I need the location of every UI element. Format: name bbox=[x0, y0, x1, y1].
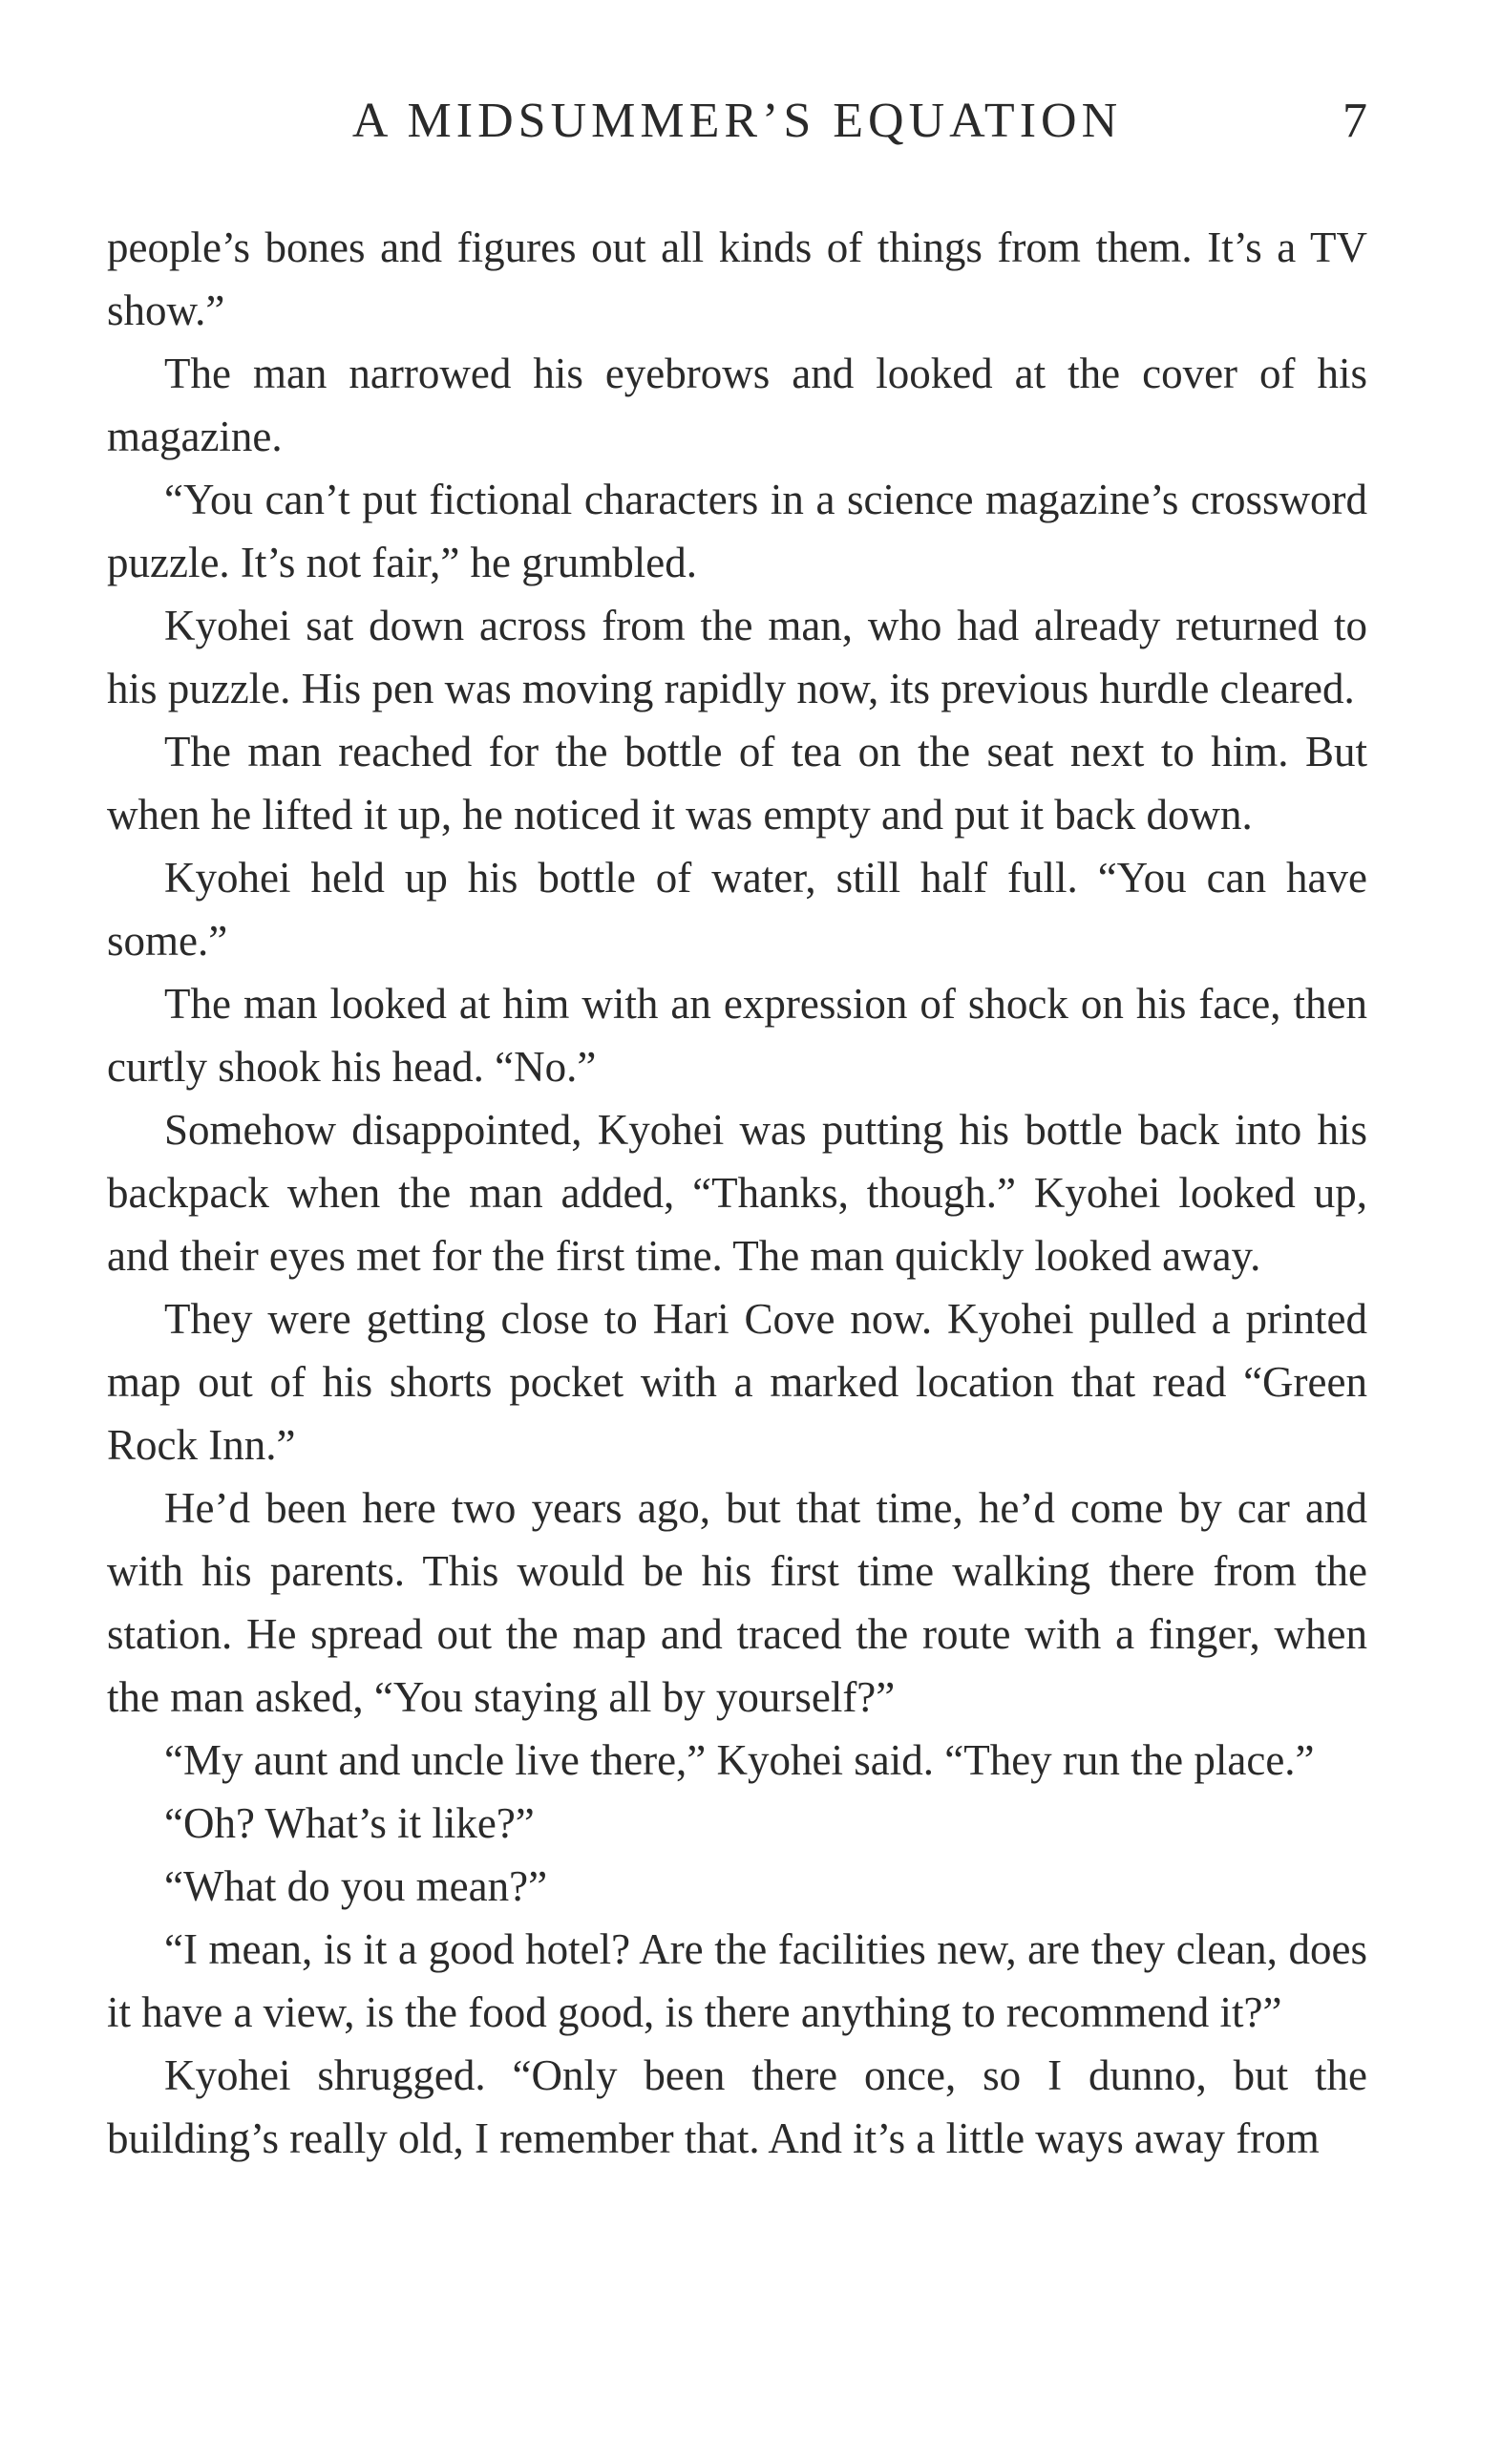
paragraph: Somehow disappointed, Kyohei was putting his bottle back into his backpack when the man added, “Thanks, though.” Kyohei looked up, and their eyes met for the first time. The man quickly looked away. bbox=[107, 1106, 1367, 1280]
running-title: A MIDSUMMER’S EQUATION bbox=[351, 94, 1123, 148]
paragraph: “Oh? What’s it like?” bbox=[164, 1799, 535, 1847]
paragraph: “My aunt and uncle live there,” Kyohei said. “They run the place.” bbox=[164, 1736, 1315, 1784]
paragraph: “What do you mean?” bbox=[164, 1862, 548, 1910]
paragraph: The man narrowed his eyebrows and looked at the cover of his magazine. bbox=[107, 350, 1367, 460]
body-text bbox=[107, 216, 1367, 2170]
running-head bbox=[107, 88, 1367, 155]
paragraph: They were getting close to Hari Cove now. Kyohei pulled a printed map out of his shorts pocket with a marked location that read “Green Rock Inn.” bbox=[107, 1295, 1367, 1469]
paragraph: Kyohei sat down across from the man, who had already returned to his puzzle. His pen was moving rapidly now, its previous hurdle cleared. bbox=[107, 602, 1367, 712]
paragraph: “You can’t put fictional characters in a science magazine’s crossword puzzle. It’s not fair,” he grumbled. bbox=[107, 476, 1367, 586]
page-number: 7 bbox=[1342, 94, 1367, 148]
paragraph: “I mean, is it a good hotel? Are the facilities new, are they clean, does it have a view, is the food good, is there anything to recommend it?” bbox=[107, 1925, 1367, 2036]
paragraph: people’s bones and figures out all kinds of things from them. It’s a TV show.” bbox=[107, 223, 1367, 334]
paragraph: The man looked at him with an expression of shock on his face, then curtly shook his head. “No.” bbox=[107, 980, 1367, 1091]
paragraph: Kyohei shrugged. “Only been there once, so I dunno, but the building’s really old, I remember that. And it’s a little ways away from bbox=[107, 2051, 1367, 2162]
paragraph: He’d been here two years ago, but that time, he’d come by car and with his parents. This would be his first time walking there from the station. He spread out the map and traced the route with a finger, when the man asked, “You staying all by yourself?” bbox=[107, 1484, 1367, 1721]
paragraph: The man reached for the bottle of tea on the seat next to him. But when he lifted it up, he noticed it was empty and put it back down. bbox=[107, 728, 1367, 839]
paragraph: Kyohei held up his bottle of water, still half full. “You can have some.” bbox=[107, 854, 1367, 965]
